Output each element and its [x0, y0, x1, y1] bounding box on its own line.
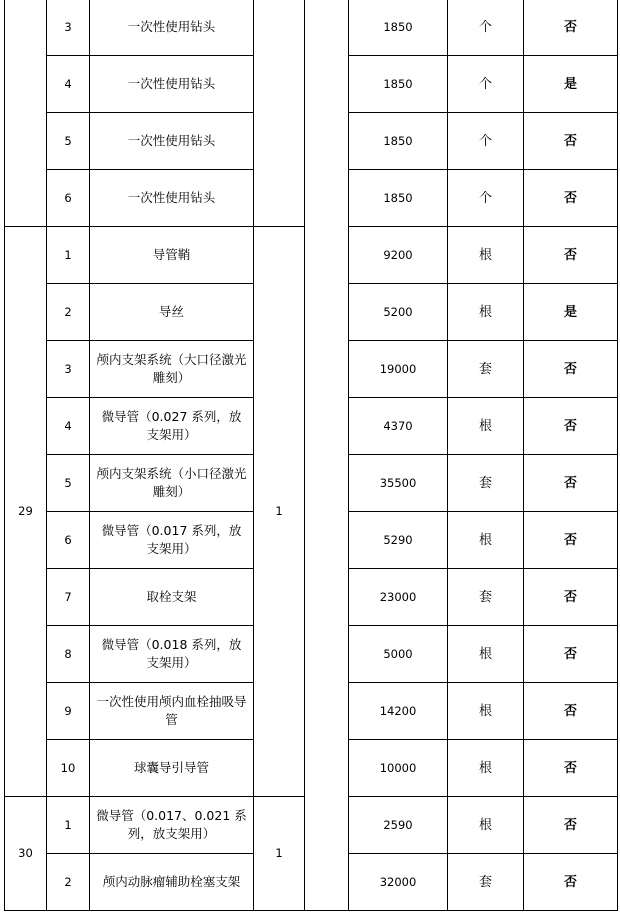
item-price-cell: 5200 [349, 284, 448, 341]
item-flag-cell: 否 [524, 455, 618, 512]
item-index-cell: 7 [47, 569, 90, 626]
item-price-cell: 2590 [349, 797, 448, 854]
item-flag-cell: 否 [524, 740, 618, 797]
item-name-cell: 一次性使用钻头 [90, 113, 254, 170]
item-index-cell: 2 [47, 854, 90, 911]
item-price-cell: 1850 [349, 56, 448, 113]
item-name-cell: 一次性使用钻头 [90, 56, 254, 113]
item-flag-cell: 是 [524, 284, 618, 341]
item-name-cell: 取栓支架 [90, 569, 254, 626]
item-unit-cell: 个 [448, 0, 524, 56]
item-unit-cell: 根 [448, 398, 524, 455]
item-name-cell: 一次性使用钻头 [90, 0, 254, 56]
item-flag-cell: 否 [524, 854, 618, 911]
item-flag-cell: 否 [524, 341, 618, 398]
blank-column-cell [305, 0, 349, 911]
item-index-cell: 6 [47, 512, 90, 569]
item-flag-cell: 否 [524, 512, 618, 569]
item-name-cell: 颅内动脉瘤辅助栓塞支架 [90, 854, 254, 911]
item-flag-cell: 是 [524, 56, 618, 113]
table-row [5, 0, 618, 56]
item-price-cell: 19000 [349, 341, 448, 398]
item-name-cell: 微导管（0.027 系列，放支架用） [90, 398, 254, 455]
item-unit-cell: 根 [448, 740, 524, 797]
item-price-cell: 9200 [349, 227, 448, 284]
item-price-cell: 1850 [349, 113, 448, 170]
item-name-cell: 导丝 [90, 284, 254, 341]
item-flag-cell: 否 [524, 626, 618, 683]
item-index-cell: 5 [47, 455, 90, 512]
item-name-cell: 球囊导引导管 [90, 740, 254, 797]
item-price-cell: 23000 [349, 569, 448, 626]
item-unit-cell: 个 [448, 170, 524, 227]
item-price-cell: 32000 [349, 854, 448, 911]
item-index-cell: 1 [47, 227, 90, 284]
item-index-cell: 5 [47, 113, 90, 170]
item-price-cell: 1850 [349, 170, 448, 227]
item-unit-cell: 套 [448, 854, 524, 911]
item-name-cell: 微导管（0.018 系列，放支架用） [90, 626, 254, 683]
group-id-cell: 30 [5, 797, 47, 911]
item-unit-cell: 套 [448, 455, 524, 512]
item-unit-cell: 根 [448, 683, 524, 740]
item-flag-cell: 否 [524, 0, 618, 56]
item-name-cell: 一次性使用颅内血栓抽吸导管 [90, 683, 254, 740]
item-name-cell: 颅内支架系统（小口径激光雕刻） [90, 455, 254, 512]
item-index-cell: 3 [47, 341, 90, 398]
group-qty-cell [254, 0, 305, 227]
item-flag-cell: 否 [524, 398, 618, 455]
item-name-cell: 微导管（0.017 系列，放支架用） [90, 512, 254, 569]
item-name-cell: 一次性使用钻头 [90, 170, 254, 227]
item-unit-cell: 个 [448, 56, 524, 113]
item-unit-cell: 个 [448, 113, 524, 170]
item-price-cell: 14200 [349, 683, 448, 740]
item-unit-cell: 根 [448, 284, 524, 341]
group-id-cell: 29 [5, 227, 47, 797]
item-name-cell: 微导管（0.017、0.021 系列，放支架用） [90, 797, 254, 854]
item-unit-cell: 套 [448, 341, 524, 398]
item-price-cell: 10000 [349, 740, 448, 797]
item-unit-cell: 套 [448, 569, 524, 626]
item-unit-cell: 根 [448, 626, 524, 683]
item-price-cell: 4370 [349, 398, 448, 455]
group-id-cell [5, 0, 47, 227]
item-name-cell: 导管鞘 [90, 227, 254, 284]
item-flag-cell: 否 [524, 113, 618, 170]
item-index-cell: 3 [47, 0, 90, 56]
item-flag-cell: 否 [524, 227, 618, 284]
item-index-cell: 10 [47, 740, 90, 797]
item-unit-cell: 根 [448, 797, 524, 854]
item-unit-cell: 根 [448, 227, 524, 284]
item-index-cell: 8 [47, 626, 90, 683]
item-price-cell: 35500 [349, 455, 448, 512]
item-flag-cell: 否 [524, 683, 618, 740]
item-index-cell: 1 [47, 797, 90, 854]
group-qty-cell: 1 [254, 227, 305, 797]
item-index-cell: 4 [47, 56, 90, 113]
item-index-cell: 6 [47, 170, 90, 227]
item-flag-cell: 否 [524, 569, 618, 626]
item-flag-cell: 否 [524, 797, 618, 854]
item-index-cell: 2 [47, 284, 90, 341]
item-index-cell: 4 [47, 398, 90, 455]
item-unit-cell: 根 [448, 512, 524, 569]
item-name-cell: 颅内支架系统（大口径激光雕刻） [90, 341, 254, 398]
item-price-cell: 1850 [349, 0, 448, 56]
materials-table [4, 0, 618, 911]
group-qty-cell: 1 [254, 797, 305, 911]
item-flag-cell: 否 [524, 170, 618, 227]
item-price-cell: 5000 [349, 626, 448, 683]
item-index-cell: 9 [47, 683, 90, 740]
item-price-cell: 5290 [349, 512, 448, 569]
